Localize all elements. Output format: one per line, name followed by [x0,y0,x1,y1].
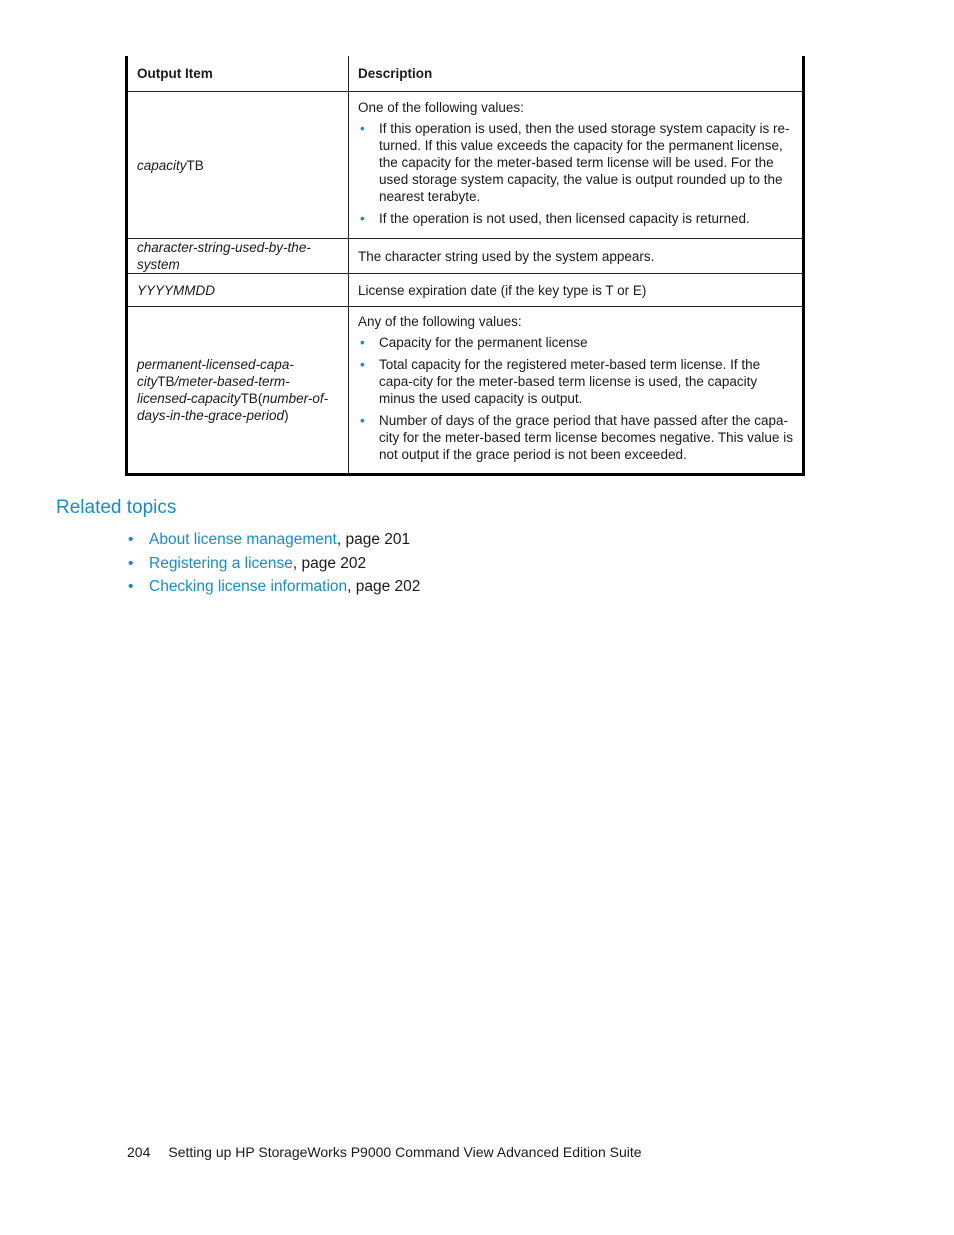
related-topics-heading: Related topics [56,497,177,518]
list-item: • If this operation is used, then the used storage system capacity is re-turned. If this value exceeds the capacity for the permanent license, the capacity for the meter-based term license will be used. For the used storage system capacity, the value is output rounded up to the nearest terabyte. [358,120,794,205]
table-row [127,239,804,274]
link-checking-license-information[interactable]: Checking license information [149,578,348,595]
header-description: Description [349,56,804,92]
related-topics-list [126,528,420,599]
item-plain: TB [186,157,204,173]
output-item-cell: character-string-used-by-the-system [127,239,349,274]
page-number: 204 [127,1144,151,1160]
item-part: permanent-licensed-capa-city [137,357,294,389]
description-cell: License expiration date (if the key type is T or E) [349,274,804,307]
description-cell [349,92,804,239]
page-footer [127,1144,642,1160]
description-lead: One of the following values: [358,99,524,115]
table-row [127,274,804,307]
table-row [127,92,804,239]
description-lead: Any of the following values: [358,313,522,329]
table-row [127,307,804,475]
item-part: /meter-based-term-licensed-capacity [137,374,290,406]
list-item: • Number of days of the grace period that have passed after the capa-city for the meter-based term license becomes negative. This value is not output if the grace period is not been exceeded. [358,412,794,463]
output-item-cell: YYYYMMDD [127,274,349,307]
link-registering-license[interactable]: Registering a license [149,554,293,572]
output-item-cell [127,307,349,475]
table-header-row [127,56,804,92]
list-item: • Total capacity for the registered meter-based term license. If the capa-city for the meter-based term license is used, the capacity minus the used capacity is output. [358,356,794,407]
link-about-license-management[interactable]: About license management [149,531,337,548]
page-reference: , page 202 [347,578,421,595]
item-italic: capacity [137,157,187,173]
header-output-item: Output Item [127,56,349,92]
page-reference: , page 202 [292,554,367,572]
item-part: TB [157,374,175,389]
item-part: TB [240,391,258,406]
item-part: ) [284,408,289,423]
output-items-table [125,56,805,476]
related-topic-item [126,575,420,599]
description-cell [349,307,804,475]
output-item-cell [127,92,349,239]
item-part: ( [257,391,263,406]
description-cell: The character string used by the system appears. [349,239,804,274]
related-topic-item [126,552,420,576]
list-item: • Capacity for the permanent license [358,334,794,351]
item-part: number-of-days-in-the-grace-period [137,391,329,423]
related-topic-item [126,528,420,552]
footer-title: Setting up HP StorageWorks P9000 Command View Advanced Edition Suite [168,1144,642,1160]
page-reference: , page 201 [336,531,411,548]
description-bullets [358,334,794,463]
list-item: • If the operation is not used, then licensed capacity is returned. [358,210,794,227]
description-bullets [358,120,794,227]
